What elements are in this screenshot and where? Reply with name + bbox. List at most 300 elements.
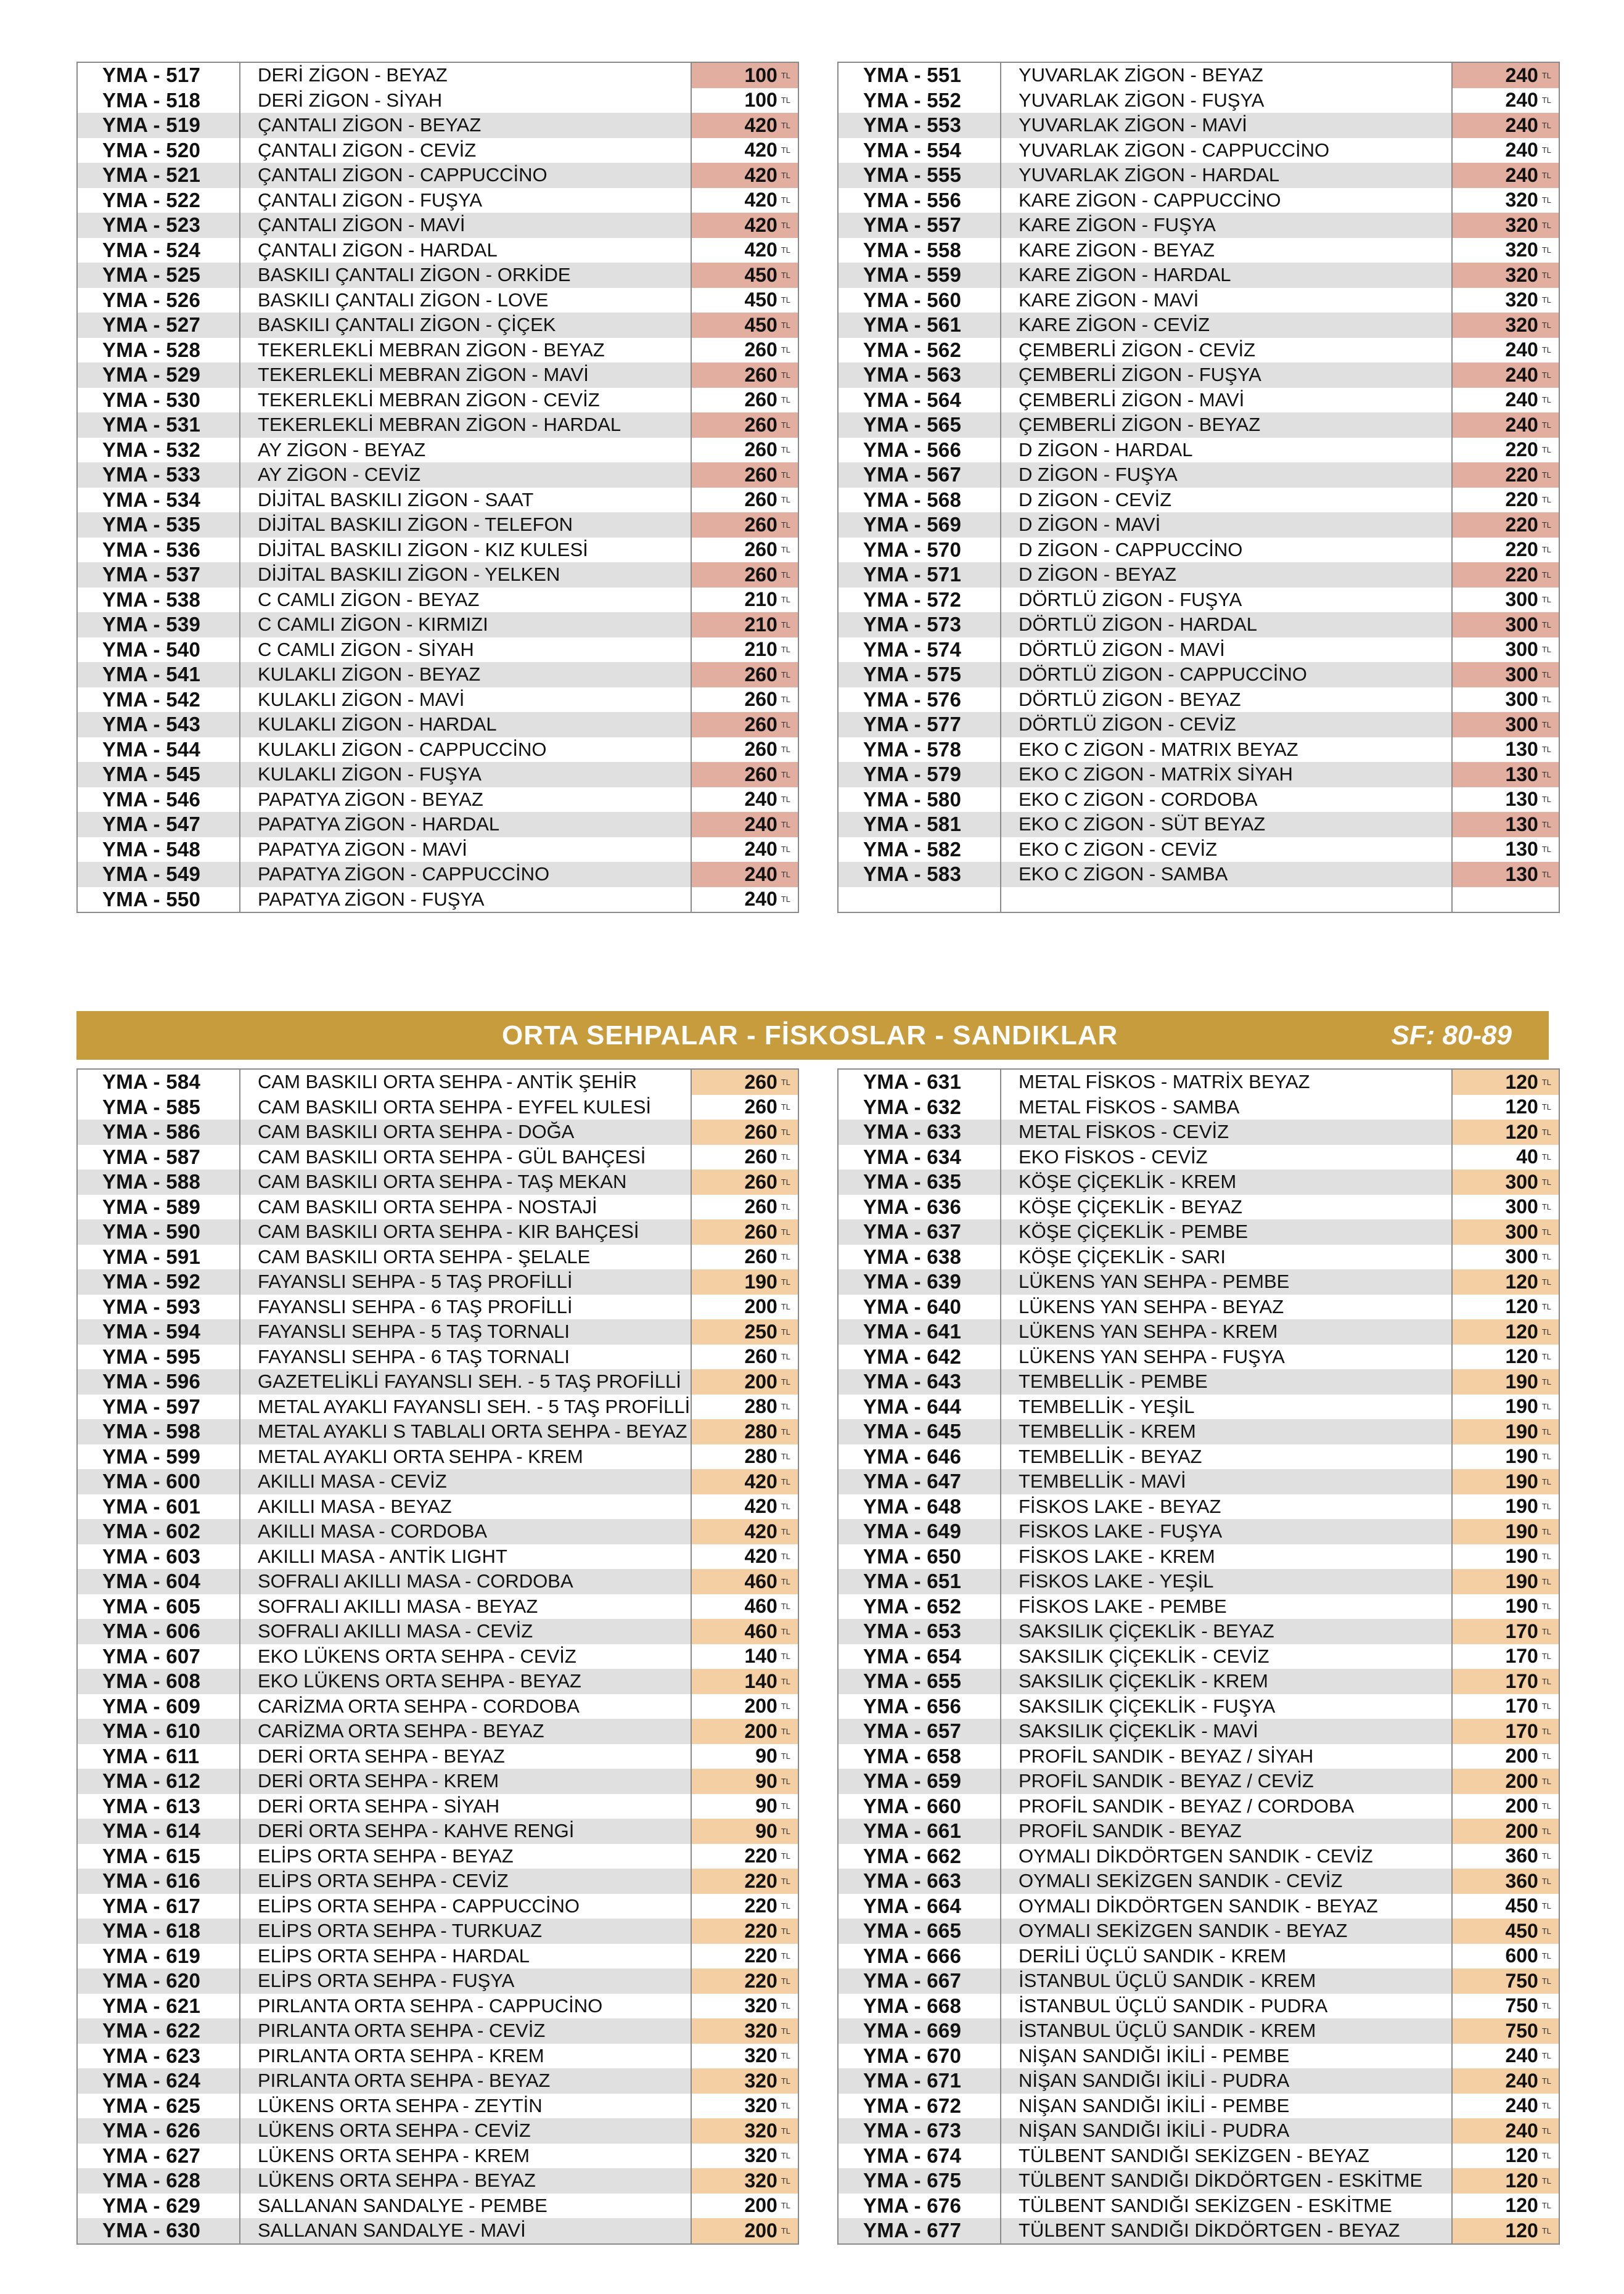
- product-code: YMA - 529: [78, 363, 240, 388]
- table-row: [78, 1219, 798, 1245]
- price-cell: [692, 412, 798, 438]
- currency-label: TL: [1541, 2076, 1551, 2086]
- price-cell: [1453, 1669, 1559, 1694]
- table-row: [78, 2118, 798, 2144]
- price-value: 260: [744, 513, 777, 536]
- product-name: PROFİL SANDIK - BEYAZ: [1001, 1819, 1453, 1844]
- price-cell: [1453, 1794, 1559, 1819]
- table-row: [839, 213, 1559, 238]
- currency-label: TL: [1541, 2001, 1551, 2011]
- product-name: FAYANSLI SEHPA - 6 TAŞ PROFİLLİ: [240, 1295, 692, 1320]
- price-value: 140: [744, 1645, 777, 1668]
- price-table-bottom-right: [837, 1068, 1560, 2245]
- price-cell: [692, 313, 798, 338]
- product-name: YUVARLAK ZİGON - BEYAZ: [1001, 63, 1453, 88]
- price-cell: [1453, 63, 1559, 88]
- price-cell: [692, 1569, 798, 1594]
- price-cell: [1453, 2194, 1559, 2219]
- price-cell: [692, 1869, 798, 1894]
- product-name: TEKERLEKLİ MEBRAN ZİGON - HARDAL: [240, 412, 692, 438]
- price-cell: [1453, 1619, 1559, 1644]
- price-cell: [692, 1594, 798, 1620]
- price-value: 450: [744, 313, 777, 336]
- currency-label: TL: [1541, 2126, 1551, 2136]
- price-cell: [1453, 2144, 1559, 2169]
- table-row: [839, 1919, 1559, 1944]
- price-value: 120: [1505, 2194, 1538, 2217]
- product-name: DERİ ORTA SEHPA - SİYAH: [240, 1794, 692, 1819]
- price-cell: [692, 363, 798, 388]
- product-code: YMA - 633: [839, 1120, 1001, 1145]
- product-name: KARE ZİGON - FUŞYA: [1001, 213, 1453, 238]
- table-row: [78, 1644, 798, 1669]
- price-cell: [692, 612, 798, 637]
- price-value: 460: [744, 1620, 777, 1642]
- price-cell: [1453, 687, 1559, 713]
- product-code: YMA - 668: [839, 1994, 1001, 2019]
- product-code: YMA - 541: [78, 662, 240, 687]
- product-name: METAL FİSKOS - MATRİX BEYAZ: [1001, 1070, 1453, 1095]
- price-cell: [1453, 837, 1559, 862]
- product-name: SAKSILIK ÇİÇEKLİK - FUŞYA: [1001, 1694, 1453, 1719]
- currency-label: TL: [781, 2226, 790, 2235]
- product-name: ELİPS ORTA SEHPA - BEYAZ: [240, 1844, 692, 1869]
- price-cell: [1453, 812, 1559, 837]
- price-value: 240: [1505, 2094, 1538, 2117]
- table-row: [839, 2194, 1559, 2219]
- product-code: YMA - 645: [839, 1419, 1001, 1444]
- currency-label: TL: [781, 1477, 790, 1486]
- table-row: [839, 1070, 1559, 1095]
- table-row: [839, 512, 1559, 538]
- currency-label: TL: [1541, 1726, 1551, 1736]
- table-row: [839, 163, 1559, 188]
- price-cell: [692, 238, 798, 263]
- currency-label: TL: [781, 1901, 790, 1911]
- currency-label: TL: [781, 195, 790, 205]
- price-value: 750: [1505, 1994, 1538, 2017]
- price-cell: [692, 2118, 798, 2144]
- price-value: 120: [1505, 1295, 1538, 1318]
- product-code: YMA - 570: [839, 538, 1001, 563]
- currency-label: TL: [781, 1277, 790, 1287]
- product-code: YMA - 575: [839, 662, 1001, 687]
- currency-label: TL: [781, 1452, 790, 1462]
- product-name: DERİ ZİGON - SİYAH: [240, 88, 692, 113]
- table-row: [839, 1719, 1559, 1744]
- table-row: [839, 1644, 1559, 1669]
- table-row: [78, 1719, 798, 1744]
- table-row: [78, 687, 798, 713]
- price-cell: [1453, 1919, 1559, 1944]
- product-name: TÜLBENT SANDIĞI SEKİZGEN - BEYAZ: [1001, 2144, 1453, 2169]
- currency-label: TL: [781, 620, 790, 629]
- price-value: 450: [1505, 1895, 1538, 1917]
- price-cell: [1453, 1395, 1559, 1420]
- table-row: [78, 762, 798, 787]
- price-cell: [1453, 1819, 1559, 1844]
- price-cell: [692, 288, 798, 313]
- currency-label: TL: [1541, 470, 1551, 480]
- currency-label: TL: [1541, 545, 1551, 555]
- currency-label: TL: [781, 70, 790, 80]
- price-cell: [1453, 1120, 1559, 1145]
- product-name: NİŞAN SANDIĞI İKİLİ - PEMBE: [1001, 2094, 1453, 2119]
- price-value: 240: [744, 813, 777, 835]
- product-name: ÇANTALI ZİGON - CAPPUCCİNO: [240, 163, 692, 188]
- product-name: PIRLANTA ORTA SEHPA - KREM: [240, 2044, 692, 2069]
- currency-label: TL: [781, 1676, 790, 1686]
- price-cell: [1453, 1319, 1559, 1345]
- product-name: PAPATYA ZİGON - BEYAZ: [240, 787, 692, 813]
- currency-label: TL: [781, 1302, 790, 1312]
- currency-label: TL: [1541, 1702, 1551, 1711]
- price-cell: [1453, 1170, 1559, 1195]
- table-row: [78, 1195, 798, 1220]
- product-code: YMA - 667: [839, 1968, 1001, 1994]
- table-row: [839, 1195, 1559, 1220]
- product-code: YMA - 601: [78, 1494, 240, 1520]
- price-cell: [692, 662, 798, 687]
- price-cell: [692, 1968, 798, 1994]
- price-cell: [1453, 1994, 1559, 2019]
- price-value: 360: [1505, 1869, 1538, 1892]
- product-code: YMA - 530: [78, 388, 240, 413]
- table-row: [839, 1319, 1559, 1345]
- table-row: [839, 1794, 1559, 1819]
- price-value: 170: [1505, 1669, 1538, 1692]
- product-code: YMA - 654: [839, 1644, 1001, 1669]
- product-code: YMA - 597: [78, 1395, 240, 1420]
- currency-label: TL: [781, 1776, 790, 1786]
- price-value: 190: [1505, 1520, 1538, 1542]
- price-cell: [1453, 238, 1559, 263]
- price-value: 450: [744, 263, 777, 286]
- product-name: ÇEMBERLİ ZİGON - BEYAZ: [1001, 412, 1453, 438]
- table-row: [78, 2068, 798, 2094]
- currency-label: TL: [1541, 1602, 1551, 1612]
- product-name: TÜLBENT SANDIĞI DİKDÖRTGEN - BEYAZ: [1001, 2218, 1453, 2243]
- product-code: YMA - 536: [78, 538, 240, 563]
- price-cell: [692, 63, 798, 88]
- price-cell: [692, 1794, 798, 1819]
- price-cell: [692, 1419, 798, 1444]
- product-name: METAL AYAKLI FAYANSLI SEH. - 5 TAŞ PROFİLLİ: [240, 1395, 692, 1420]
- price-value: 220: [744, 1969, 777, 1992]
- price-cell: [692, 812, 798, 837]
- price-value: 420: [744, 163, 777, 186]
- product-code: YMA - 655: [839, 1669, 1001, 1694]
- price-cell: [1453, 1894, 1559, 1919]
- price-cell: [1453, 1245, 1559, 1270]
- table-row: [839, 1494, 1559, 1520]
- currency-label: TL: [1541, 819, 1551, 829]
- table-row: [839, 1469, 1559, 1494]
- price-value: 260: [744, 663, 777, 686]
- product-code: YMA - 548: [78, 837, 240, 862]
- product-code: YMA - 569: [839, 512, 1001, 538]
- price-cell: [1453, 1369, 1559, 1395]
- price-cell: [692, 1919, 798, 1944]
- product-name: CARİZMA ORTA SEHPA - BEYAZ: [240, 1719, 692, 1744]
- price-value: 120: [1505, 2169, 1538, 2192]
- product-name: LÜKENS YAN SEHPA - PEMBE: [1001, 1269, 1453, 1295]
- price-value: 240: [1505, 113, 1538, 136]
- price-cell: [1453, 1295, 1559, 1320]
- currency-label: TL: [781, 1352, 790, 1362]
- currency-label: TL: [781, 445, 790, 455]
- table-row: [839, 2018, 1559, 2044]
- currency-label: TL: [781, 895, 790, 904]
- product-code: YMA - 587: [78, 1145, 240, 1170]
- currency-label: TL: [1541, 1776, 1551, 1786]
- price-cell: [692, 88, 798, 113]
- product-name: EKO C ZİGON - MATRIX BEYAZ: [1001, 737, 1453, 763]
- product-code: YMA - 556: [839, 188, 1001, 213]
- product-code: YMA - 648: [839, 1494, 1001, 1520]
- price-cell: [1453, 1444, 1559, 1470]
- product-code: YMA - 537: [78, 562, 240, 588]
- table-row: [78, 1919, 798, 1944]
- price-cell: [692, 2194, 798, 2219]
- product-name: FİSKOS LAKE - YEŞİL: [1001, 1569, 1453, 1594]
- currency-label: TL: [781, 1576, 790, 1586]
- price-value: 220: [1505, 438, 1538, 461]
- price-value: 200: [744, 1370, 777, 1393]
- product-code: YMA - 545: [78, 762, 240, 787]
- price-cell: [692, 188, 798, 213]
- product-code: YMA - 518: [78, 88, 240, 113]
- product-code: YMA - 662: [839, 1844, 1001, 1869]
- product-name: YUVARLAK ZİGON - HARDAL: [1001, 163, 1453, 188]
- product-code: YMA - 543: [78, 712, 240, 737]
- price-value: 120: [1505, 1320, 1538, 1343]
- product-name: İSTANBUL ÜÇLÜ SANDIK - PUDRA: [1001, 1994, 1453, 2019]
- table-row: [839, 313, 1559, 338]
- currency-label: TL: [781, 2026, 790, 2036]
- product-name: DERİ ZİGON - BEYAZ: [240, 63, 692, 88]
- currency-label: TL: [781, 769, 790, 779]
- price-cell: [1453, 2094, 1559, 2119]
- price-cell: [692, 338, 798, 363]
- currency-label: TL: [781, 220, 790, 230]
- price-cell: [1453, 313, 1559, 338]
- product-name: DİJİTAL BASKILI ZİGON - YELKEN: [240, 562, 692, 588]
- currency-label: TL: [1541, 1252, 1551, 1262]
- product-code: YMA - 588: [78, 1170, 240, 1195]
- price-cell: [1453, 1219, 1559, 1245]
- product-code: YMA - 609: [78, 1694, 240, 1719]
- price-cell: [692, 263, 798, 288]
- price-value: 300: [1505, 713, 1538, 735]
- currency-label: TL: [1541, 1502, 1551, 1512]
- product-code: YMA - 637: [839, 1219, 1001, 1245]
- product-name: OYMALI SEKİZGEN SANDIK - BEYAZ: [1001, 1919, 1453, 1944]
- price-value: 280: [744, 1420, 777, 1443]
- currency-label: TL: [781, 1177, 790, 1187]
- price-cell: [1453, 2018, 1559, 2044]
- currency-label: TL: [781, 520, 790, 530]
- table-row: [839, 138, 1559, 163]
- product-code: YMA - 643: [839, 1369, 1001, 1395]
- currency-label: TL: [1541, 595, 1551, 605]
- price-value: 100: [744, 63, 777, 86]
- product-code: YMA - 596: [78, 1369, 240, 1395]
- product-name: KÖŞE ÇİÇEKLİK - BEYAZ: [1001, 1195, 1453, 1220]
- currency-label: TL: [1541, 1951, 1551, 1961]
- currency-label: TL: [781, 869, 790, 879]
- product-name: AKILLI MASA - ANTİK LIGHT: [240, 1544, 692, 1570]
- product-code: YMA - 613: [78, 1794, 240, 1819]
- product-code: YMA - 650: [839, 1544, 1001, 1570]
- price-value: 320: [744, 2119, 777, 2142]
- product-name: [1001, 887, 1453, 912]
- product-code: YMA - 594: [78, 1319, 240, 1345]
- price-value: 260: [744, 688, 777, 711]
- price-value: 210: [744, 588, 777, 611]
- currency-label: TL: [1541, 1077, 1551, 1087]
- product-name: FİSKOS LAKE - KREM: [1001, 1544, 1453, 1570]
- currency-label: TL: [1541, 245, 1551, 255]
- currency-label: TL: [1541, 2026, 1551, 2036]
- table-row: [78, 1095, 798, 1120]
- price-value: 120: [1505, 1096, 1538, 1118]
- price-value: 120: [1505, 1120, 1538, 1143]
- price-cell: [692, 862, 798, 887]
- table-row: [839, 887, 1559, 912]
- product-code: YMA - 608: [78, 1669, 240, 1694]
- currency-label: TL: [1541, 1826, 1551, 1836]
- currency-label: TL: [1541, 695, 1551, 705]
- currency-label: TL: [1541, 1427, 1551, 1436]
- product-name: TEMBELLİK - MAVİ: [1001, 1469, 1453, 1494]
- table-row: [839, 1519, 1559, 1544]
- currency-label: TL: [781, 1751, 790, 1761]
- price-cell: [1453, 338, 1559, 363]
- currency-label: TL: [781, 1726, 790, 1736]
- price-cell: [692, 637, 798, 663]
- product-name: DERİ ORTA SEHPA - KAHVE RENGİ: [240, 1819, 692, 1844]
- price-value: 190: [1505, 1370, 1538, 1393]
- price-cell: [1453, 612, 1559, 637]
- table-row: [78, 2044, 798, 2069]
- table-row: [78, 1120, 798, 1145]
- product-name: NİŞAN SANDIĞI İKİLİ - PEMBE: [1001, 2044, 1453, 2069]
- product-code: YMA - 558: [839, 238, 1001, 263]
- table-row: [78, 1994, 798, 2019]
- product-code: YMA - 611: [78, 1744, 240, 1769]
- currency-label: TL: [781, 1427, 790, 1436]
- currency-label: TL: [1541, 145, 1551, 155]
- price-value: 420: [744, 239, 777, 261]
- currency-label: TL: [1541, 1377, 1551, 1387]
- price-cell: [1453, 113, 1559, 138]
- product-name: SOFRALI AKILLI MASA - BEYAZ: [240, 1594, 692, 1620]
- product-name: AKILLI MASA - BEYAZ: [240, 1494, 692, 1520]
- price-cell: [1453, 462, 1559, 488]
- product-code: YMA - 651: [839, 1569, 1001, 1594]
- price-cell: [692, 1719, 798, 1744]
- currency-label: TL: [1541, 1876, 1551, 1886]
- price-value: 240: [744, 788, 777, 811]
- table-row: [78, 712, 798, 737]
- product-name: ÇANTALI ZİGON - BEYAZ: [240, 113, 692, 138]
- table-row: [78, 288, 798, 313]
- currency-label: TL: [1541, 1751, 1551, 1761]
- price-value: 450: [1505, 1919, 1538, 1942]
- price-cell: [1453, 862, 1559, 887]
- price-cell: [692, 538, 798, 563]
- table-row: [78, 588, 798, 613]
- currency-label: TL: [781, 819, 790, 829]
- product-name: KARE ZİGON - CEVİZ: [1001, 313, 1453, 338]
- table-row: [839, 462, 1559, 488]
- product-name: ELİPS ORTA SEHPA - TURKUAZ: [240, 1919, 692, 1944]
- currency-label: TL: [1541, 120, 1551, 130]
- currency-label: TL: [1541, 1177, 1551, 1187]
- product-name: SALLANAN SANDALYE - MAVİ: [240, 2218, 692, 2243]
- table-row: [839, 63, 1559, 88]
- price-value: 220: [1505, 513, 1538, 536]
- price-cell: [1453, 512, 1559, 538]
- price-cell: [692, 1195, 798, 1220]
- price-value: 240: [1505, 2119, 1538, 2142]
- table-row: [78, 363, 798, 388]
- product-code: YMA - 563: [839, 363, 1001, 388]
- price-cell: [1453, 163, 1559, 188]
- product-code: YMA - 595: [78, 1345, 240, 1370]
- table-row: [839, 2044, 1559, 2069]
- price-value: 750: [1505, 2019, 1538, 2042]
- price-cell: [1453, 88, 1559, 113]
- table-row: [839, 1269, 1559, 1295]
- currency-label: TL: [781, 320, 790, 330]
- price-cell: [692, 837, 798, 862]
- table-row: [839, 1544, 1559, 1570]
- product-name: ÇANTALI ZİGON - MAVİ: [240, 213, 692, 238]
- product-code: YMA - 560: [839, 288, 1001, 313]
- product-name: PAPATYA ZİGON - MAVİ: [240, 837, 692, 862]
- product-name: OYMALI SEKİZGEN SANDIK - CEVİZ: [1001, 1869, 1453, 1894]
- price-cell: [1453, 1769, 1559, 1794]
- product-name: EKO LÜKENS ORTA SEHPA - BEYAZ: [240, 1669, 692, 1694]
- product-name: METAL FİSKOS - CEVİZ: [1001, 1120, 1453, 1145]
- price-value: 190: [1505, 1570, 1538, 1592]
- price-value: 240: [1505, 63, 1538, 86]
- product-name: DÖRTLÜ ZİGON - CEVİZ: [1001, 712, 1453, 737]
- currency-label: TL: [781, 595, 790, 605]
- table-row: [839, 1369, 1559, 1395]
- table-row: [839, 188, 1559, 213]
- table-row: [839, 762, 1559, 787]
- price-cell: [692, 438, 798, 463]
- currency-label: TL: [781, 1826, 790, 1836]
- price-cell: [692, 1145, 798, 1170]
- price-value: 240: [1505, 388, 1538, 411]
- table-row: [839, 588, 1559, 613]
- currency-label: TL: [1541, 1327, 1551, 1337]
- price-cell: [692, 1669, 798, 1694]
- product-name: CAM BASKILI ORTA SEHPA - NOSTAJİ: [240, 1195, 692, 1220]
- currency-label: TL: [1541, 420, 1551, 430]
- price-cell: [692, 2044, 798, 2069]
- price-value: 220: [1505, 463, 1538, 486]
- price-cell: [1453, 662, 1559, 687]
- product-code: YMA - 524: [78, 238, 240, 263]
- product-code: YMA - 590: [78, 1219, 240, 1245]
- product-code: YMA - 649: [839, 1519, 1001, 1544]
- product-name: PROFİL SANDIK - BEYAZ / CEVİZ: [1001, 1769, 1453, 1794]
